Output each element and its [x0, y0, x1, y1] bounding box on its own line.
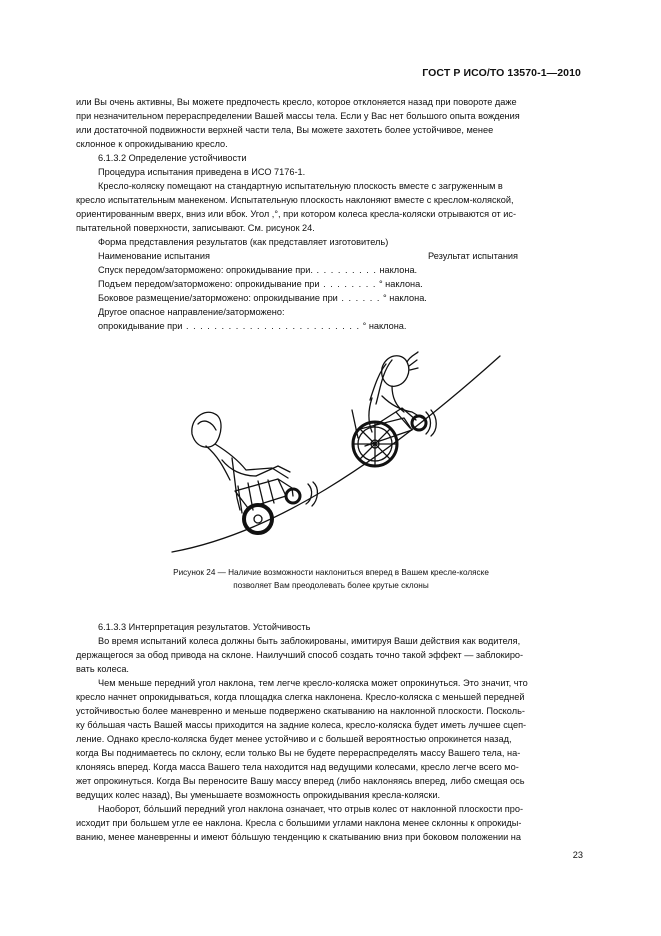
section-heading: 6.1.3.2 Определение устойчивости — [98, 153, 247, 163]
results-table-header — [76, 249, 585, 263]
p2-line: Чем меньше передний угол наклона, тем легче кресло-коляска может опрокинуться. Это значит, что — [98, 678, 528, 688]
p2-line: ку бо́льшая часть Вашей массы приходится на задние колеса, кресло-коляска будет иметь лучшее сцеп- — [76, 720, 527, 730]
result-row-unit: ° наклона. — [383, 293, 427, 303]
intro-paragraph — [76, 95, 585, 151]
result-row — [76, 277, 585, 291]
intro-line: при незначительном перераспределении Вашей массы тела. Если у Вас нет большого опыта вождения — [76, 111, 520, 121]
body-line: ориентированным вверх, вниз или вбок. Угол ,°, при котором колеса кресла-коляски отрываются от ис- — [76, 209, 517, 219]
body-line: кресло испытательным манекеном. Испытательную плоскость наклоняют вместе с креслом-коляской, — [76, 195, 514, 205]
procedure-line: Процедура испытания приведена в ИСО 7176-1. — [98, 167, 306, 177]
result-row-unit: ° наклона. — [362, 321, 407, 331]
upper-wheelchair-user — [352, 352, 436, 466]
p1-line: вать колеса. — [76, 664, 129, 674]
form-title: Форма представления результатов (как представляет изготовитель) — [98, 237, 389, 247]
body-line: пытательной поверхности, записывают. См. рисунок 24. — [76, 223, 315, 233]
p2-line: кресло начнет опрокидываться, когда площадка слегка наклонена. Кресло-коляска с меньшей передней — [76, 692, 525, 702]
intro-line: или Вы очень активны, Вы можете предпочесть кресло, которое отклоняется назад при повороте даже — [76, 97, 517, 107]
result-row-label: Подъем передом/заторможено: опрокидывание при — [98, 279, 320, 289]
p2-line: ление. Однако кресло-коляска будет менее устойчиво и с большей вероятностью опрокинется назад, — [76, 734, 512, 744]
figure-caption-line: Рисунок 24 — Наличие возможности наклониться вперед в Вашем кресле-коляске — [173, 568, 489, 577]
intro-line: склонное к опрокидыванию кресло. — [76, 139, 228, 149]
result-row-unit: наклона. — [379, 265, 418, 275]
p2-line: когда Вы поднимаетесь по склону, если только Вы не будете перераспределять массу Вашего тела, на- — [76, 748, 521, 758]
section-6-1-3-2 — [76, 151, 585, 333]
p2-line: устойчивостью более маневренно и меньше подвержено скатыванию на наклонной плоскости. Посколь- — [76, 706, 525, 716]
result-row — [76, 263, 585, 277]
result-row-dots: . . . . . . . . . . . . . . . . . . . . . . . . . — [182, 321, 361, 331]
figure-caption-line: позволяет Вам преодолевать более крутые склоны — [233, 581, 429, 590]
result-row-dots: . . . . . . . . . — [312, 265, 377, 275]
section-heading: 6.1.3.3 Интерпретация результатов. Устойчивость — [98, 622, 311, 632]
lower-wheelchair-user — [192, 412, 318, 533]
p2-line: ведущих колес назад), Вы уменьшаете возможность опрокидывания кресла-коляски. — [76, 790, 441, 800]
p3-line: ванию, менее маневренны и имеют бо́льшую тенденцию к скатыванию вниз при боковом положении на — [76, 832, 521, 842]
p2-line: клоняясь вперед. Когда масса Вашего тела находится над ведущими колесами, кресло легче всего мо- — [76, 762, 519, 772]
p1-line: держащегося за обод привода на склоне. Наилучший способ создать точно такой эффект — заблокиро- — [76, 650, 524, 660]
document-code-header: ГОСТ Р ИСО/ТО 13570-1—2010 — [422, 67, 581, 79]
result-row-label: опрокидывание при — [98, 321, 183, 331]
other-direction-title: Другое опасное направление/заторможено: — [98, 307, 285, 317]
result-row — [76, 319, 585, 333]
result-row-label: Боковое размещение/заторможено: опрокидывание при — [98, 293, 338, 303]
result-row-dots: . . . . . . . . — [319, 279, 377, 289]
table-header-result: Результат испытания — [428, 251, 519, 261]
result-row-unit: ° наклона. — [378, 279, 423, 289]
p2-line: жет опрокинуться. Когда Вы переносите Вашу массу вперед (либо наклоняясь вперед, либо смещая ось — [76, 776, 525, 786]
figure-caption — [96, 566, 566, 592]
section-6-1-3-3 — [76, 620, 585, 844]
p3-line: исходит при большем угле ее наклона. Кресла с большими углами наклона менее склонны к опрокиды- — [76, 818, 522, 828]
p1-line: Во время испытаний колеса должны быть заблокированы, имитируя Ваши действия как водителя, — [98, 636, 521, 646]
table-header-name: Наименование испытания — [98, 251, 210, 261]
body-line: Кресло-коляску помещают на стандартную испытательную плоскость вместе с загруженным в — [98, 181, 503, 191]
result-row-label: Спуск передом/заторможено: опрокидывание при. — [98, 265, 313, 275]
wheelchair-slope-illustration — [160, 338, 510, 560]
result-row-dots: . . . . . . — [337, 293, 381, 303]
slope-line — [172, 356, 500, 552]
result-row — [76, 291, 585, 305]
page-number: 23 — [572, 850, 583, 860]
p3-line: Наоборот, бо́льший передний угол наклона означает, что отрыв колес от наклонной плоскости про- — [98, 804, 524, 814]
intro-line: или достаточной подвижности верхней части тела, Вы можете захотеть более устойчивое, менее — [76, 125, 494, 135]
